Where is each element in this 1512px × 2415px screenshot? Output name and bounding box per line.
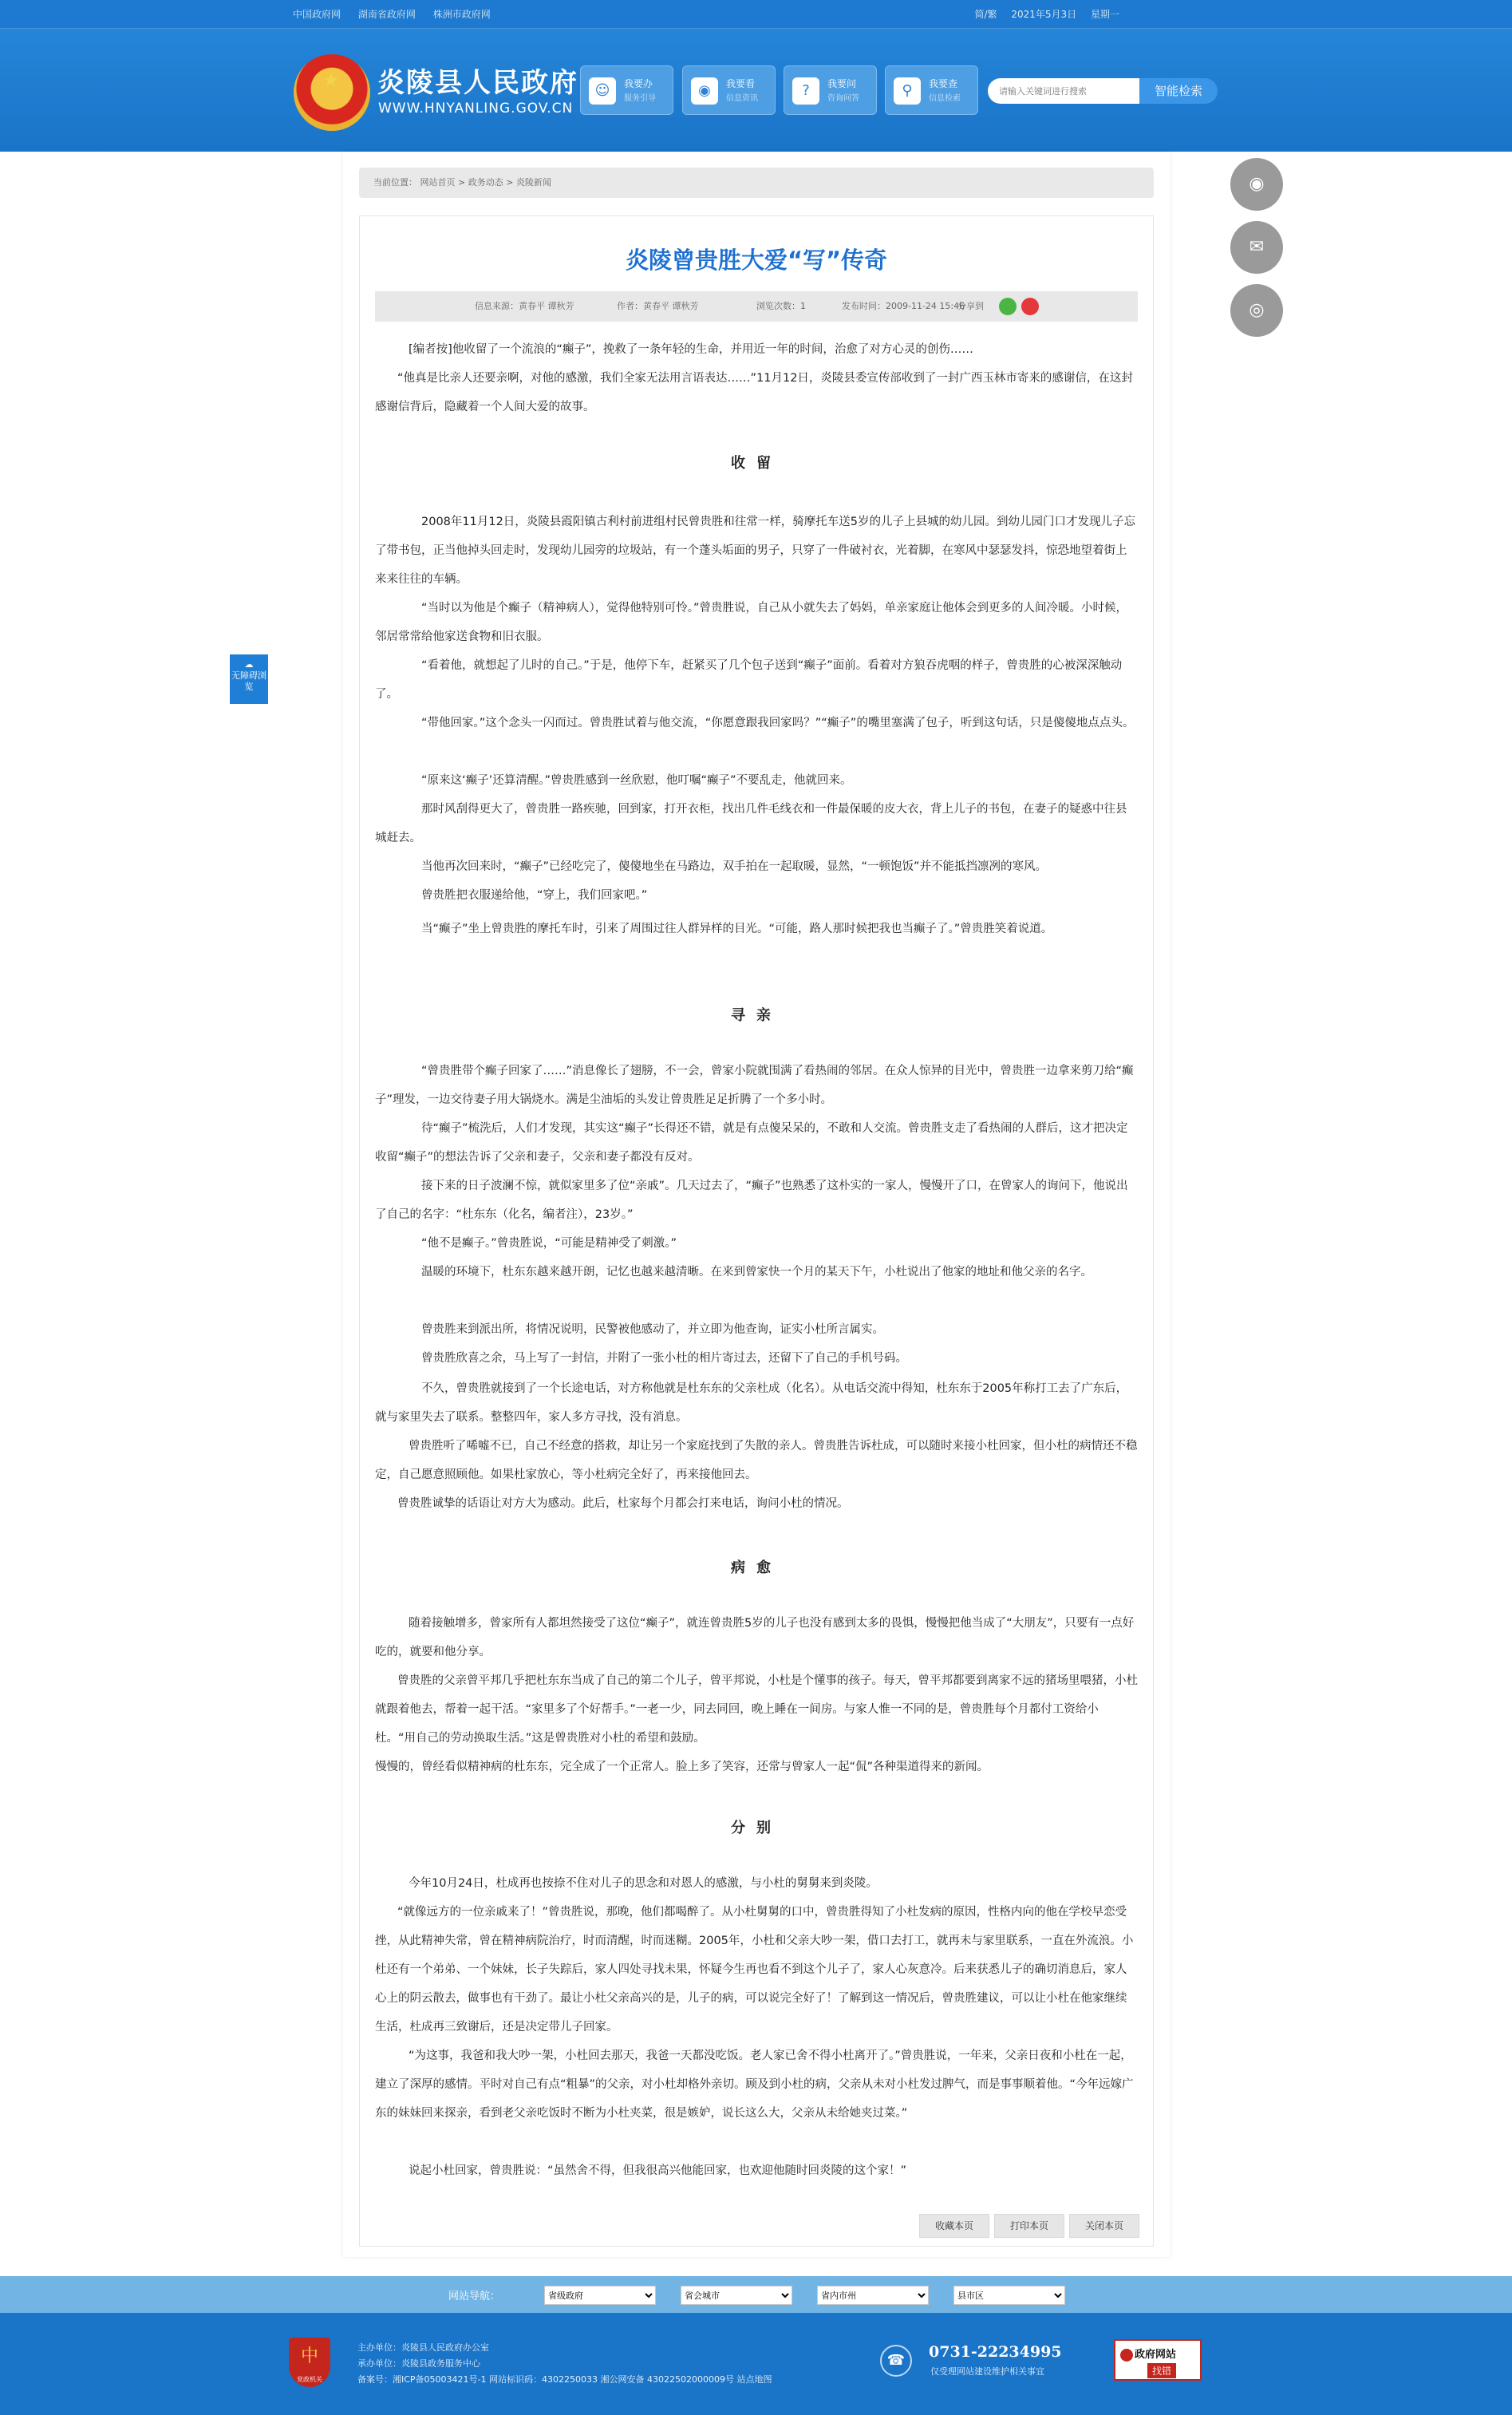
- top-bar: [0, 0, 1512, 29]
- search-button[interactable]: 智能检索: [1139, 78, 1218, 104]
- eye-icon[interactable]: ◉: [1230, 158, 1283, 211]
- quick-ask-button[interactable]: [784, 65, 877, 115]
- section-title: 收留: [731, 455, 782, 472]
- article-paragraph: 温暖的环境下，杜东东越来越开朗，记忆也越来越清晰。在来到曾家快一个月的某天下午，小杜说出了他家的地址和他父亲的名字。: [421, 1266, 1092, 1279]
- article-paragraph: 曾贵胜欣喜之余，马上写了一封信，并附了一张小杜的相片寄过去，还留下了自己的手机号码。: [421, 1352, 907, 1365]
- wechat-share-icon[interactable]: [999, 298, 1017, 315]
- link-central-gov[interactable]: 中国政府网: [293, 9, 341, 20]
- national-emblem-logo: ★: [294, 54, 370, 131]
- section-title: 寻亲: [731, 1007, 782, 1024]
- footer-nav: [0, 2276, 1512, 2313]
- info-views: 浏览次数：1: [756, 301, 806, 311]
- footer-info: [357, 2340, 772, 2388]
- article-paragraph: “就像远方的一位亲戚来了！”曾贵胜说，那晚，他们都喝醉了。从小杜舅舅的口中，曾贵胜得知了小杜发病的原因，性格内向的他在学校早恋受挫，从此精神失常，曾在精神病院治疗，时而清醒，时而迷糊。2005年，小杜和父亲大吵一架，借口去打工，就再未与家里联系，一直在外流浪。小杜还有一个弟弟、一个妹妹，长子失踪后，家人四处寻找未果，怀疑今生再也看不到这个儿子了，家人心灰意冷。后来获悉儿子的确切消息后，家人心上的阴云散去，做事也有干劲了。最让小杜父亲高兴的是，儿子的病，可以说完全好了！了解到这一情况后，曾贵胜建议，可以让小杜在他家继续生活，杜成再三致谢后，还是决定带儿子回家。: [375, 1906, 1134, 2034]
- top-meta: [963, 7, 1119, 21]
- capital-city-select[interactable]: [681, 2286, 792, 2305]
- section-title: 分别: [731, 1820, 782, 1836]
- quick-info-button[interactable]: [682, 65, 776, 115]
- quick-sub: 信息检索: [929, 94, 961, 103]
- article-paragraph: 曾贵胜听了唏嘘不已，自己不经意的搭救，却让另一个家庭找到了失散的亲人。曾贵胜告诉杜成，可以随时来接小杜回家，但小杜的病情还不稳定，自己愿意照顾他。如果杜家放心，等小杜病完全好了，再来接他回去。: [375, 1440, 1138, 1481]
- person-icon: ☺: [589, 77, 616, 105]
- quick-sub: 咨询问答: [827, 94, 859, 103]
- article-title: 炎陵曾贵胜大爱“写”传奇: [625, 247, 888, 274]
- article-paragraph: “原来这‘癫子’还算清醒。”曾贵胜感到一丝欣慰，他叮嘱“癫子”不要乱走，他就回来。: [421, 774, 852, 787]
- quick-sub: 信息资讯: [726, 94, 758, 103]
- quick-search-button[interactable]: [885, 65, 978, 115]
- county-select[interactable]: [953, 2286, 1065, 2305]
- quick-service-button[interactable]: [580, 65, 673, 115]
- search-input[interactable]: [988, 78, 1139, 104]
- weibo-share-icon[interactable]: [1021, 298, 1039, 315]
- current-date: 2021年5月3日: [1011, 9, 1077, 20]
- article-paragraph: 那时风刮得更大了，曾贵胜一路疾驰，回到家，打开衣柜，找出几件毛线衣和一件最保暖的皮大衣，背上儿子的书包，在妻子的疑惑中往县城赶去。: [375, 803, 1127, 844]
- accessibility-tab[interactable]: [230, 654, 268, 704]
- phone-icon: ☎: [880, 2345, 912, 2377]
- print-button[interactable]: 打印本页: [994, 2214, 1064, 2238]
- footer-organizer: 承办单位：炎陵县政务服务中心: [357, 2358, 480, 2369]
- current-weekday: 星期一: [1090, 9, 1119, 20]
- site-url: WWW.HNYANLING.GOV.CN: [378, 101, 574, 117]
- article-paragraph: “曾贵胜带个癫子回家了……”消息像长了翅膀，不一会，曾家小院就围满了看热闹的邻居。在众人惊异的目光中，曾贵胜一边拿来剪刀给“癫子”理发，一边交待妻子用大锅烧水。满是尘油垢的头发让曾贵胜足足折腾了一个多小时。: [375, 1065, 1134, 1106]
- badge-label: 找错: [1147, 2363, 1176, 2378]
- article-paragraph: “他不是癫子。”曾贵胜说，“可能是精神受了刺激。”: [421, 1237, 677, 1250]
- party-gov-logo-text: 党政机关: [297, 2376, 322, 2383]
- province-gov-select[interactable]: [544, 2286, 656, 2305]
- info-date: 发布时间：2009-11-24 15:46: [842, 301, 965, 311]
- article-paragraph: 曾贵胜来到派出所，将情况说明，民警被他感动了，并立即为他查询，证实小杜所言属实。: [421, 1323, 884, 1336]
- link-hunan-gov[interactable]: 湖南省政府网: [357, 9, 416, 20]
- quick-label: 我要查: [929, 78, 958, 89]
- link-zhuzhou-gov[interactable]: 株洲市政府网: [432, 9, 491, 20]
- top-links: [293, 7, 505, 21]
- weibo-icon[interactable]: ◎: [1230, 284, 1283, 337]
- footer-nav-label: 网站导航：: [448, 2290, 501, 2302]
- prefecture-select[interactable]: [817, 2286, 929, 2305]
- breadcrumb: 当前位置： 网站首页 > 政务动态 > 炎陵新闻: [359, 168, 1154, 198]
- footer-record: 备案号：湘ICP备05003421号-1 网站标识码：4302250033 湘公网安备 43022502000009号 站点地图: [357, 2374, 772, 2385]
- article-paragraph: 当“癫子”坐上曾贵胜的摩托车时，引来了周围过往人群异样的目光。“可能，路人那时候把我也当癫子了。”曾贵胜笑着说道。: [421, 923, 1053, 935]
- wechat-icon[interactable]: ✉: [1230, 221, 1283, 274]
- question-icon: ?: [792, 77, 819, 105]
- quick-sub: 服务引导: [624, 94, 656, 103]
- accessibility-icon: ☁: [244, 659, 254, 670]
- search-icon: ⚲: [894, 77, 921, 105]
- article-paragraph: 当他再次回来时，“癫子”已经吃完了，傻傻地坐在马路边，双手拍在一起取暖，显然，“一顿饱饭”并不能抵挡凛冽的寒风。: [421, 860, 1048, 873]
- article-paragraph: “当时以为他是个癫子（精神病人），觉得他特别可怜。”曾贵胜说，自己从小就失去了妈妈，单亲家庭让他体会到更多的人间冷暖。小时候，邻居常常给他家送食物和旧衣服。: [375, 602, 1128, 643]
- article-paragraph: 今年10月24日，杜成再也按捺不住对儿子的思念和对恩人的感激，与小杜的舅舅来到炎陵。: [409, 1877, 878, 1890]
- article-paragraph: 接下来的日子波澜不惊，就似家里多了位“亲戚”。几天过去了，“癫子”也熟悉了这朴实的一家人，慢慢开了口，在曾家人的询问下，他说出了自己的名字：“杜东东（化名，编者注），23岁。”: [375, 1180, 1128, 1221]
- section-title: 病愈: [731, 1559, 782, 1576]
- info-source: 信息来源：黄春平 谭秋芳: [475, 301, 574, 311]
- quick-label: 我要看: [726, 78, 756, 89]
- article-paragraph: 慢慢的，曾经看似精神病的杜东东，完全成了一个正常人。脸上多了笑容，还常与曾家人一起“侃”各种渠道得来的新闻。: [375, 1761, 989, 1773]
- article-paragraph: 随着接触增多，曾家所有人都坦然接受了这位“癫子”，就连曾贵胜5岁的儿子也没有感到太多的畏惧，慢慢把他当成了“大朋友”，只要有一点好吃的，就要和他分享。: [375, 1617, 1135, 1658]
- article-paragraph: 不久，曾贵胜就接到了一个长途电话，对方称他就是杜东东的父亲杜成（化名）。从电话交流中得知，杜东东于2005年称打工去了广东后，就与家里失去了联系。整整四年，家人多方寻找，没有消息。: [375, 1382, 1128, 1424]
- article-paragraph: 说起小杜回家，曾贵胜说：“虽然舍不得，但我很高兴他能回家，也欢迎他随时回炎陵的这个家！”: [409, 2164, 907, 2177]
- quick-label: 我要问: [827, 78, 857, 89]
- article-paragraph: 曾贵胜的父亲曾平邦几乎把杜东东当成了自己的第二个儿子，曾平邦说，小杜是个懂事的孩子。每天，曾平邦都要到离家不远的猪场里喂猪，小杜就跟着他去，帮着一起干活。“家里多了个好帮手。”一老一少，同去同回，晚上睡在一间房。与家人惟一不同的是，曾贵胜每个月都付工资给小杜。“用自己的劳动换取生活。”这是曾贵胜对小杜的希望和鼓励。: [375, 1674, 1138, 1745]
- article-paragraph: “看着他，就想起了儿时的自己。”于是，他停下车，赶紧买了几个包子送到“癫子”面前。看着对方狼吞虎咽的样子，曾贵胜的心被深深触动了。: [375, 659, 1123, 701]
- article-paragraph: 待“癫子”梳洗后，人们才发现，其实这“癫子”长得还不错，就是有点傻呆呆的，不敢和人交流。曾贵胜支走了看热闹的人群后，这才把决定收留“癫子”的想法告诉了父亲和妻子，父亲和妻子都没有反对。: [375, 1122, 1128, 1164]
- party-gov-logo[interactable]: 中 党政机关: [289, 2338, 330, 2387]
- article-paragraph: “为这事，我爸和我大吵一架，小杜回去那天，我爸一天都没吃饭。老人家已舍不得小杜离开了。”曾贵胜说，一年来，父亲日夜和小杜在一起，建立了深厚的感情。平时对自己有点“粗暴”的父亲，对小杜却格外亲切。顾及到小杜的病，父亲从未对小杜发过脾气，而是事事顺着他。“今年远嫁广东的妹妹回来探亲，看到老父亲吃饭时不断为小杜夹菜，很是嫉妒，说长这么大，父亲从未给她夹过菜。”: [375, 2049, 1134, 2120]
- editor-note: [编者按]他收留了一个流浪的“癫子”，挽救了一条年轻的生命，并用近一年的时间，治愈了对方心灵的创伤……: [409, 343, 973, 356]
- close-page-button[interactable]: 关闭本页: [1069, 2214, 1139, 2238]
- badge-title: 政府网站: [1135, 2349, 1177, 2361]
- quick-label: 我要办: [624, 78, 653, 89]
- article-paragraph: 2008年11月12日，炎陵县霞阳镇古利村前进组村民曾贵胜和往常一样，骑摩托车送5岁的儿子上县城的幼儿园。到幼儿园门口才发现儿子忘了带书包，正当他掉头回走时，发现幼儿园旁的垃圾站，有一个蓬头垢面的男子，只穿了一件破衬衣，光着脚，在寒风中瑟瑟发抖，惊恐地望着街上来来往往的车辆。: [375, 516, 1136, 586]
- intro-paragraph: “他真是比亲人还要亲啊，对他的感激，我们全家无法用言语表达……”11月12日，炎陵县委宣传部收到了一封广西玉林市寄来的感谢信，在这封感谢信背后，隐藏着一个人间大爱的故事。: [375, 372, 1133, 413]
- emblem-icon: [1120, 2349, 1133, 2362]
- bookmark-button[interactable]: 收藏本页: [919, 2214, 989, 2238]
- site-title[interactable]: 炎陵县人民政府: [377, 67, 578, 99]
- article-paragraph: 曾贵胜诚挚的话语让对方大为感动。此后，杜家每个月都会打来电话，询问小杜的情况。: [397, 1497, 849, 1510]
- contact-phone-note: 仅受理网站建设维护相关事宜: [930, 2366, 1044, 2377]
- accessibility-label: 无障碍浏览: [231, 670, 266, 692]
- article-paragraph: 曾贵胜把衣服递给他，“穿上，我们回家吧。”: [421, 889, 648, 902]
- eye-icon: ◉: [691, 77, 718, 105]
- footer-sponsor: 主办单位：炎陵县人民政府办公室: [357, 2342, 489, 2353]
- lang-toggle[interactable]: 简/繁: [974, 9, 997, 20]
- share-label: 分享到: [957, 301, 984, 311]
- info-author: 作者：黄春平 谭秋芳: [617, 301, 699, 311]
- gov-site-error-badge[interactable]: [1114, 2339, 1202, 2381]
- article-paragraph: “带他回家。”这个念头一闪而过。曾贵胜试着与他交流，“你愿意跟我回家吗？”“癫子”的嘴里塞满了包子，听到这句话，只是傻傻地点点头。: [421, 717, 1135, 729]
- contact-phone: 0731-22234995: [929, 2343, 1062, 2361]
